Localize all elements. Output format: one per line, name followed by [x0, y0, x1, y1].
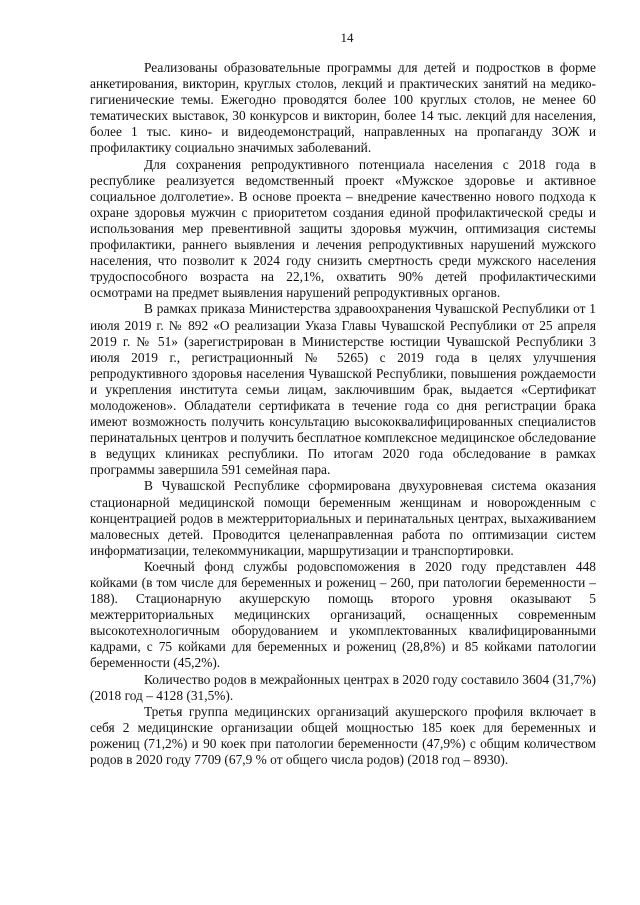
- document-page: [90, 30, 596, 768]
- paragraph-newlyweds-certificate: В рамках приказа Министерства здравоохранения Чувашской Республики от 1 июля 2019 г. № 892 «О реализации Указа Главы Чувашской Республики от 25 апреля 2019 г. № 51» (зарегистрирован в Министерстве юстиции Чувашской Республики 3 июля 2019 г., регистрационный № 5265) с 2019 года в целях улучшения репродуктивного здоровья населения Чувашской Республики, повышения рождаемости и укрепления института семьи лицам, заключившим брак, выдается «Сертификат молодоженов». Обладатели сертификата в течение года со дня регистрации брака имеют возможность получить консультацию высококвалифицированных специалистов перинатальных центров и получить бесплатное комплексное медицинское обследование в ведущих клиниках республики. По итогам 2020 года обследование в рамках программы завершила 591 семейная пара.: [90, 301, 596, 478]
- paragraph-education-programs: Реализованы образовательные программы для детей и подростков в форме анкетирования, викторин, круглых столов, лекций и практических занятий на медико-гигиенические темы. Ежегодно проводятся более 100 круглых столов, не менее 60 тематических выставок, 30 конкурсов и викторин, более 14 тыс. лекций для населения, более 1 тыс. кино- и видеодемонстраций, направленных на пропаганду ЗОЖ и профилактику социально значимых заболеваний.: [90, 60, 596, 156]
- paragraph-bed-fund: Коечный фонд службы родовспоможения в 2020 году представлен 448 койками (в том числе для беременных и рожениц – 260, при патологии беременности – 188). Стационарную акушерскую помощь второго уровня оказывают 5 межтерриториальных медицинских организаций, оснащенных современным высокотехнологичным оборудованием и укомплектованных квалифицированными кадрами, с 75 койками для беременных и рожениц (28,8%) и 85 койками патологии беременности (45,2%).: [90, 558, 596, 671]
- paragraph-two-level-system: В Чувашской Республике сформирована двухуровневая система оказания стационарной медицинской помощи беременным женщинам и новорожденным с концентрацией родов в межтерриториальных и перинатальных центрах, выхаживанием маловесных детей. Проводится целенаправленная работа по оптимизации систем информатизации, телекоммуникации, маршрутизации и транспортировки.: [90, 478, 596, 558]
- page-number: 14: [340, 30, 354, 45]
- paragraph-mens-health-project: Для сохранения репродуктивного потенциала населения с 2018 года в республике реализуется ведомственный проект «Мужское здоровье и активное социальное долголетие». В основе проекта – внедрение качественно нового подхода к охране здоровья мужчин с приоритетом создания единой профилактической среды и использования мер превентивной защиты здоровья мужчин, оптимизация системы профилактики, раннего выявления и лечения репродуктивных нарушений мужского населения, что позволит к 2024 году снизить смертность среди мужского населения трудоспособного возраста на 22,1%, охватить 90% детей профилактическими осмотрами на предмет выявления нарушений репродуктивных органов.: [90, 156, 596, 301]
- paragraph-births-interdistrict: Количество родов в межрайонных центрах в 2020 году составило 3604 (31,7%) (2018 год – 4128 (31,5%).: [90, 671, 596, 703]
- paragraph-third-group: Третья группа медицинских организаций акушерского профиля включает в себя 2 медицинские организации общей мощностью 185 коек для беременных и рожениц (71,2%) и 90 коек при патологии беременности (47,9%) с общим количеством родов в 2020 году 7709 (67,9 % от общего числа родов) (2018 год – 8930).: [90, 703, 596, 768]
